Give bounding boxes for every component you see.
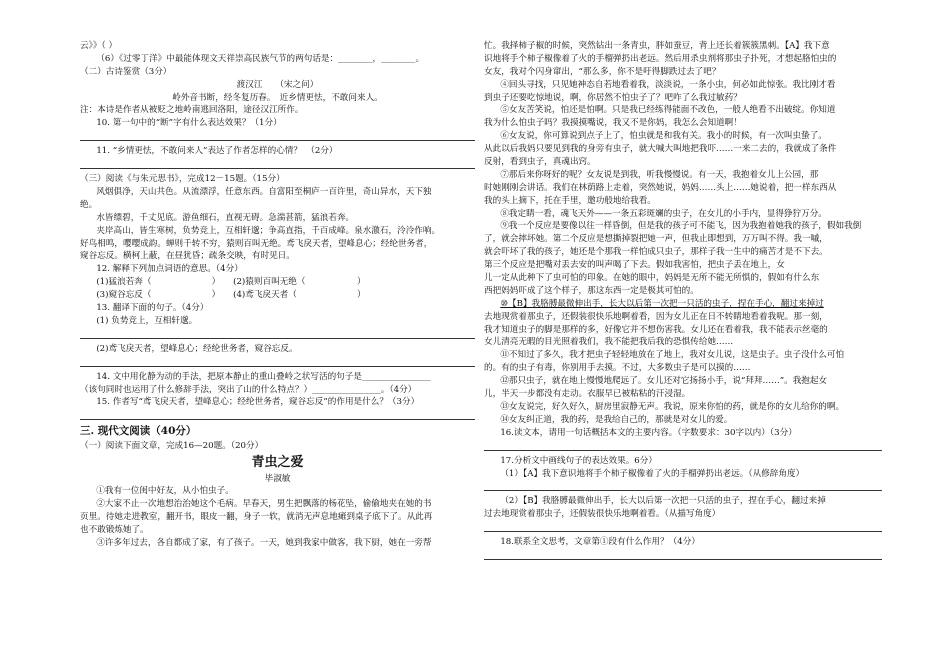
text-line: ⑦那后来你呀好的呢？女友说是到我，听我慢慢说。有一天，我抱着女儿上公园，那 <box>500 169 819 180</box>
text-line: （一）阅读下面文章，完成16—20题。（20分） <box>80 441 264 452</box>
text-line: ⑤女友苦笑说，怕还是怕啊。只是我已经练得能面不改色，一般人绝看不出破绽。你知道 <box>500 105 836 116</box>
text-line: 18.联系全文思考，文章第①段有什么作用？（4分） <box>500 537 700 548</box>
text-line: 毕淑敏 <box>264 473 291 484</box>
text-line: 窥谷忘反。横柯上蔽，在昼犹昏；疏条交映，有时见日。 <box>80 251 295 262</box>
text-line: (2)鸢飞戾天者，望峰息心；经纶世务者，窥谷忘反。 <box>96 343 298 354</box>
text-line: ①我有一位闺中好友，从小怕虫子。 <box>96 486 234 497</box>
text-line: 好鸟相鸣，嘤嘤成韵。蝉则千转不穷，猿则百叫无绝。鸢飞戾天者，望峰息心；经纶世务者， <box>80 238 433 249</box>
text-line: 渡汉江 （宋之问） <box>236 79 319 90</box>
text-line: ④回头寻找，只见她神态自若地看着我，淡淡说，一条小虫，何必如此惊张。我比刚才看 <box>500 79 836 90</box>
text-line: 的。有的虫子有毒，你别用手去摸。不过，大多数虫子是可以摸的…… <box>484 363 751 374</box>
text-line: 时她刚刚会讲话。我们在林荫路上走着，突然她说，妈妈……头上……她说着，把一样东西从 <box>484 182 837 193</box>
text-line: 11. “乡情更怯，不敢问来人”表达了作者怎样的心情？ （2分） <box>96 146 338 157</box>
text-line: ⑫那只虫子，就在地上慢慢地爬远了。女儿还对它扬扬小手，说“拜拜……”。我抱起女 <box>500 376 828 387</box>
text-line: (3)窥谷忘反（ ） (4)鸢飞戾天者（ ） <box>96 290 366 301</box>
text-line: 了，就会摔坏她。第二个反应是想撕掉裂把她一声，但我止即想到，万万叫不得。我一嘁， <box>484 234 828 245</box>
text-line: 女友，我对个闪身窜出，“那么多，你不是吁得脚跌过去了吧？ <box>484 66 721 77</box>
text-line: 注：本诗是作者从被贬之地岭南逃回洛阳，途径汉江所作。 <box>80 105 304 116</box>
text-line: ⑬女友说完，好久好久，厨房里寂静无声。我说，原来你怕的药，就是你的女儿给你的啊。 <box>500 401 845 412</box>
text-line: 我为什么怕虫子吗？我摸摸嘴说，我又不是你妈，我怎么会知道啊！ <box>484 118 742 129</box>
answer-line <box>80 131 475 141</box>
text-line: 儿一定从此种下了虫可怕的印象。在她的眼中，妈妈是无所不能无所惧的，假如有什么东 <box>484 273 820 284</box>
answer-line <box>484 550 882 560</box>
section-heading: 三. 现代文阅读（40分） <box>80 425 197 438</box>
text-line: (1) 负势竞上，互相轩邈。 <box>96 315 198 326</box>
text-line: 就会吓坏了我的孩子，她还是个那我一样怕成只虫子，那样子我一生中的痛苦才是不下去。 <box>484 247 828 258</box>
text-line: 到虫子还要吃惊地说，啊，你居然不怕虫子了？吧咋了么我过敏药？ <box>484 92 742 103</box>
text-line: 风烟俱净，天山共色。从流漂浮，任意东西。自富阳至桐庐一百许里，奇山异水，天下独 <box>96 187 432 198</box>
text-line: 儿，半天一步都没有走动。衣服早已被粘粘的汗浸湿。 <box>484 389 691 400</box>
text-line: 从此以后我妈只要见到我的身旁有虫子，就大喊大叫地把我吓……一来二去的，我就成了条件 <box>484 144 837 155</box>
text-line: ⑭女友纠正道，我的药，是我给自己的，那就是对女儿的爱。 <box>500 414 733 425</box>
text-line: 夹岸高山，皆生寒树，负势竞上，互相轩邈；争高直指，千百成峰。泉水激石，泠泠作响。 <box>96 225 441 236</box>
text-line: ⑥女友说，你可算说到点子上了，怕虫就是和我有关。我小的时候，有一次叫虫蛰了。 <box>500 131 827 142</box>
text-line: 第三个反应是把嘴对丢去安的叫声喝了下去。假如我害怕，把虫子丢在地上，女 <box>484 260 785 271</box>
answer-line <box>484 441 882 451</box>
text-line: 反射，看到虫子，真魂出窍。 <box>484 157 596 168</box>
text-line: 10. 第一句中的“断”字有什么表达效果？（1分） <box>96 118 282 129</box>
text-line: 女儿清亮无暇的目光照着我们，我不能把我后我的恐惧传给她…… <box>484 337 734 348</box>
text-line: ⑧我定睛一看，魂飞天外——一条五彩斑斓的虫子，在女儿的小手内，显得狰狞万分。 <box>500 208 827 219</box>
text-line: 识地将手个柿子椒像着了火的手榴弹扔出老远。然后用杀虫剂将那虫子扑死，才想起胳怕虫的 <box>484 53 837 64</box>
answer-line <box>80 329 475 339</box>
article-title: 青虫之爱 <box>251 455 304 471</box>
text-line: 12. 解释下列加点词语的意思。（4分） <box>96 264 243 275</box>
answer-line <box>484 522 882 532</box>
text-line: （2）【B】我胳膊最微伸出手，长大以后第一次把一只活的虫子，捏在手心，翻过来掉 <box>500 496 826 507</box>
answer-line <box>484 481 882 491</box>
text-line: 我才知道虫子的脚是那样的多，好像它并不想伤害我。女儿还在看着我，我不能表示丝毫的 <box>484 324 828 335</box>
text-line: 我的头上摘下，托在手里，邀功般地给我看。 <box>484 195 656 206</box>
text-line: (1)猛浪若奔（ ） (2)猿则百叫无绝（ ） <box>96 277 366 288</box>
text-line: （该句同时也运用了什么修辞手法，突出了山的什么特点？）________________。（4分） <box>80 384 417 395</box>
text-line: 13. 翻译下面的句子。（4分） <box>96 303 209 314</box>
right-column <box>484 40 882 564</box>
text-line: 忙。我择柿子椒的时候，突然钻出一条青虫，胖如蚕豆，背上还长着簇簇黑刺。【A】我下意 <box>484 41 830 51</box>
text-line: 水皆缥碧，千丈见底。游鱼细石，直视无碍。急湍甚箭，猛浪若奔。 <box>96 212 355 223</box>
answer-line <box>80 410 475 420</box>
text-line: ③许多年过去，各自都成了家，有了孩子。一天，她到我家中做客，我下厨，她在一旁帮 <box>96 537 432 548</box>
text-line: 14. 文中用化静为动的手法，把原本静止的重山叠岭之状写活的句子是________________ <box>96 371 431 382</box>
text-line: ⑩【B】我胳膊最微伸出手，长大以后第一次把一只活的虫子，捏在手心，翻过来掉过 <box>500 298 824 309</box>
text-line: 16.读文本，请用一句话概括本文的主要内容。（字数要求：30字以内）（3分） <box>500 427 797 438</box>
text-line: ②大家不止一次地想治治她这个毛病。早春天，男生把飘落的杨花坠，偷偷地夹在她的书 <box>96 499 432 510</box>
text-line: 去地现赏着那虫子，还假装很快乐地啊着看，因为女儿正在日不转睛地看着我呢。那一刻， <box>484 311 828 322</box>
text-line: 绝。 <box>80 199 98 210</box>
text-line: 17.分析文中画线句子的表达效果。6分） <box>500 455 657 466</box>
text-line: 云》》（ ） <box>80 41 118 51</box>
text-line: 过去地现赏着那虫子，还假装很快乐地啊着看。（从描写角度） <box>484 509 721 520</box>
text-line: 西把妈妈吓成了这个样子，那这东西一定是极其可怕的。 <box>484 285 699 296</box>
text-line: 15. 作者写“鸢飞戾天者，望峰息心；经纶世务者，窥谷忘反”的作用是什么？（3分） <box>96 397 420 408</box>
text-line: ⑪不知过了多久，我才把虫子轻轻地放在了地上，我对女儿说，这是虫子。虫子没什么可怕 <box>500 350 845 361</box>
text-line: （三）阅读《与朱元思书》，完成12－15题。（15分） <box>80 174 285 185</box>
text-line: （1）【A】我下意识地将手个柿子椒像着了火的手榴弹扔出老远。（从修辞角度） <box>500 468 805 479</box>
answer-line <box>80 357 475 367</box>
text-line: 页里。待她走进教室，翻开书，眼皮一翻，身子一软，就消无声息地瘫到桌子底下了。从此再 <box>80 512 433 523</box>
left-column <box>80 40 475 550</box>
answer-line <box>80 159 475 169</box>
text-line: ⑨我一个反应是要像以往一样昏倒，但是我的孩子可不能飞，因为我抱着她我的孩子，假如我倒 <box>500 221 862 232</box>
text-line: （二）古诗鉴赏（3分） <box>80 66 172 77</box>
text-line: 岭外音书断，经冬复历春。 近乡情更怯，不敢问来人。 <box>172 92 383 103</box>
text-line: 也不敢锻炼她了。 <box>80 525 149 536</box>
text-line: （6）《过零丁洋》中最能体现文天祥崇高民族气节的两句话是：________，________。 <box>96 53 425 64</box>
